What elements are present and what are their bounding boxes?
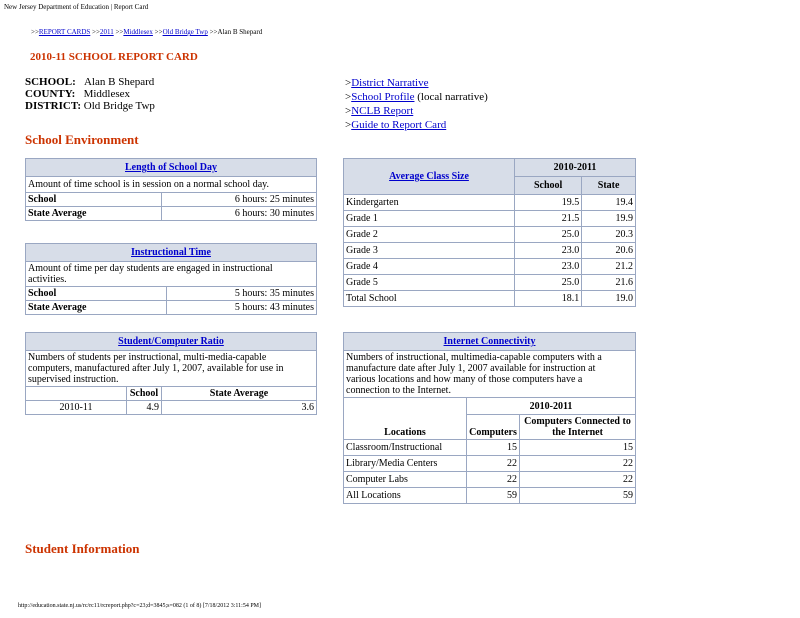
student-computer-ratio-table: Student/Computer Ratio Numbers of students per instructional, multi-media-capable computers, manufactured after July 1, 2007, available for use in supervised instruction. School State Average 2010-11 4.9 3.6 [25,332,317,415]
instructional-time-link[interactable]: Instructional Time [131,247,211,258]
table-row: Grade 4 23.0 21.2 [344,259,636,275]
table-row: Grade 1 21.5 19.9 [344,211,636,227]
student-computer-ratio-link[interactable]: Student/Computer Ratio [118,336,224,347]
table-row: Grade 3 23.0 20.6 [344,243,636,259]
average-class-size-table: Average Class Size 2010-2011 School State Kindergarten 19.5 19.4 Grade 1 21.5 19.9 Grade 2 25.0 20.3 Grade 3 23.0 20.6 Grade 4 23.0 21.2 Grade 5 25.0 21.6 Total School 18.1 19.0 [343,158,636,307]
page-title: 2010-11 SCHOOL REPORT CARD [30,51,198,63]
average-class-size-link[interactable]: Average Class Size [389,171,469,182]
school-info: SCHOOL: Alan B Shepard COUNTY: Middlesex DISTRICT: Old Bridge Twp [25,76,155,112]
table-row: Grade 5 25.0 21.6 [344,275,636,291]
length-of-school-day-table: Length of School Day Amount of time school is in session on a normal school day. School 6 hours: 25 minutes State Average 6 hours: 30 minutes [25,158,317,221]
section-student-information: Student Information [25,541,140,556]
district-name: Old Bridge Twp [83,100,155,112]
side-links: >District Narrative >School Profile (local narrative) >NCLB Report >Guide to Report Card [345,77,488,131]
breadcrumb: >>REPORT CARDS >>2011 >>Middlesex >>Old Bridge Twp >>Alan B Shepard [31,28,263,36]
page-footer-url: http://education.state.nj.us/rc/rc11/rcreport.php?c=23;d=3845;s=082 (1 of 8) [7/18/2012 3:11:54 PM] [18,603,261,609]
internet-connectivity-link[interactable]: Internet Connectivity [443,336,536,347]
table-row: All Locations 59 59 [344,488,636,504]
table-row: Library/Media Centers 22 22 [344,456,636,472]
table-row: State Average 6 hours: 30 minutes [26,207,317,221]
breadcrumb-current-school: Alan B Shepard [217,28,263,36]
section-school-environment: School Environment [25,132,139,147]
table-row: 2010-11 4.9 3.6 [26,401,317,415]
table-row: Kindergarten 19.5 19.4 [344,195,636,211]
county-name: Middlesex [83,88,131,100]
table-row: Grade 2 25.0 20.3 [344,227,636,243]
table-row: State Average 5 hours: 43 minutes [26,301,317,315]
breadcrumb-report-cards-link[interactable]: REPORT CARDS [38,28,91,36]
nclb-report-link[interactable]: NCLB Report [351,105,414,117]
table-row: School 5 hours: 35 minutes [26,287,317,301]
table-row: Total School 18.1 19.0 [344,291,636,307]
browser-header: New Jersey Department of Education | Report Card [4,3,149,11]
school-profile-link[interactable]: School Profile [351,91,415,103]
district-narrative-link[interactable]: District Narrative [351,77,429,89]
table-row: School 6 hours: 25 minutes [26,193,317,207]
table-row: Classroom/Instructional 15 15 [344,440,636,456]
guide-link[interactable]: Guide to Report Card [351,119,447,131]
breadcrumb-year-link[interactable]: 2011 [99,28,114,36]
internet-connectivity-table: Internet Connectivity Numbers of instructional, multimedia-capable computers with a manufacture date after July 1, 2007 available for instruction at various locations and how many of those computers have a connection to the Internet. Locations 2010-2011 Computers Computers Connected to the Internet Classroom/Instructional 15 15 Library/Media Centers 22 22 Computer Labs 22 22 All Locations 59 59 [343,332,636,504]
length-of-school-day-link[interactable]: Length of School Day [125,162,217,173]
instructional-time-table: Instructional Time Amount of time per day students are engaged in instructional activities. School 5 hours: 35 minutes State Average 5 hours: 43 minutes [25,243,317,315]
breadcrumb-county-link[interactable]: Middlesex [123,28,153,36]
table-row: Computer Labs 22 22 [344,472,636,488]
breadcrumb-district-link[interactable]: Old Bridge Twp [162,28,208,36]
school-name: Alan B Shepard [83,76,155,88]
